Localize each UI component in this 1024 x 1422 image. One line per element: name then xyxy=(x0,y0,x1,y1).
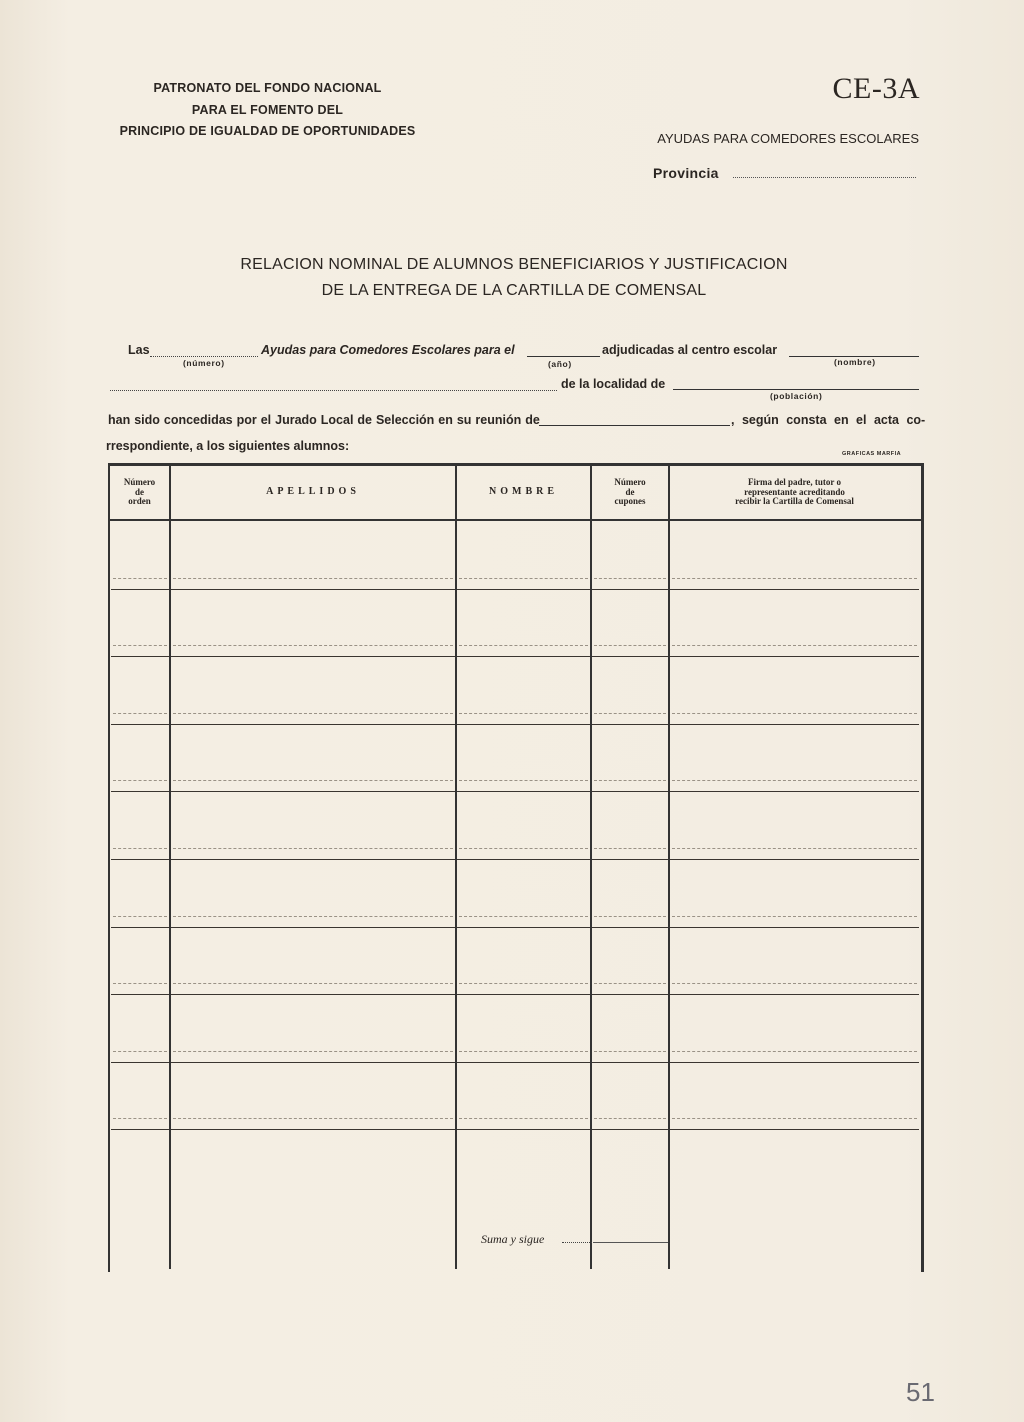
table-row-line xyxy=(111,1129,169,1130)
table-row-line xyxy=(171,1129,455,1130)
table-row-guide xyxy=(672,780,917,781)
table-row-guide xyxy=(672,1051,917,1052)
table-row-guide xyxy=(459,916,588,917)
title-line-2: DE LA ENTREGA DE LA CARTILLA DE COMENSAL xyxy=(321,282,707,299)
col-divider-2 xyxy=(455,463,457,1269)
table-row-line xyxy=(670,589,919,590)
table-row-line xyxy=(457,724,590,725)
org-line-1: PATRONATO DEL FONDO NACIONAL xyxy=(153,81,382,95)
table-row-guide xyxy=(113,1051,167,1052)
col-header-apellidos: APELLIDOS xyxy=(266,486,360,497)
table-row-line xyxy=(457,589,590,590)
table-row-line xyxy=(457,859,590,860)
poblacion-hint: (población) xyxy=(770,391,823,401)
table-row-line xyxy=(670,859,919,860)
localidad-prefix-field[interactable] xyxy=(110,390,557,391)
table-row-guide xyxy=(594,713,666,714)
nombre-hint: (nombre) xyxy=(834,357,876,367)
table-row-line xyxy=(171,927,455,928)
table-row-guide xyxy=(672,713,917,714)
form-subtitle: AYUDAS PARA COMEDORES ESCOLARES xyxy=(657,131,919,146)
table-row-guide xyxy=(672,645,917,646)
document-title xyxy=(140,252,888,304)
adjudicadas-text: adjudicadas al centro escolar xyxy=(602,343,778,357)
table-row-guide xyxy=(594,848,666,849)
table-row-line xyxy=(111,1062,169,1063)
ayudas-text: Ayudas para Comedores Escolares para el xyxy=(261,343,515,357)
table-row-line xyxy=(670,1062,919,1063)
table-row-guide xyxy=(113,983,167,984)
rrespondiente-text: rrespondiente, a los siguientes alumnos: xyxy=(106,439,350,453)
col-header-firma-line1: Firma del padre, tutor o xyxy=(748,477,841,487)
table-row-line xyxy=(457,1062,590,1063)
table-row-line xyxy=(111,589,169,590)
table-row-line xyxy=(111,724,169,725)
poblacion-field[interactable] xyxy=(673,389,919,390)
table-row-guide xyxy=(594,1118,666,1119)
table-row-line xyxy=(670,791,919,792)
col-header-firma xyxy=(670,478,919,507)
col-header-nombre: NOMBRE xyxy=(489,486,558,497)
table-row-line xyxy=(171,859,455,860)
printer-mark: GRAFICAS MARFIA xyxy=(842,451,902,457)
table-row-line xyxy=(171,994,455,995)
table-row-line xyxy=(111,859,169,860)
table-row-guide xyxy=(113,1118,167,1119)
org-line-3: PRINCIPIO DE IGUALDAD DE OPORTUNIDADES xyxy=(119,124,416,138)
table-row-guide xyxy=(173,848,453,849)
col-header-firma-line2: representante acreditando xyxy=(744,486,845,497)
table-row-line xyxy=(171,589,455,590)
table-row-line xyxy=(592,994,668,995)
table-row-guide xyxy=(594,1051,666,1052)
provincia-label: Provincia xyxy=(653,165,719,181)
table-row-guide xyxy=(672,1118,917,1119)
table-row-line xyxy=(592,589,668,590)
table-row-guide xyxy=(173,780,453,781)
table-row-guide xyxy=(594,780,666,781)
table-row-guide xyxy=(459,780,588,781)
col-divider-4 xyxy=(668,463,670,1269)
suma-y-sigue-field[interactable] xyxy=(593,1242,668,1243)
table-row-line xyxy=(111,927,169,928)
table-row-guide xyxy=(459,578,588,579)
localidad-label: de la localidad de xyxy=(561,377,666,391)
col-header-numero-orden-line3: orden xyxy=(128,496,151,506)
table-row-line xyxy=(111,656,169,657)
table-row-guide xyxy=(459,1118,588,1119)
table-row-line xyxy=(592,1129,668,1130)
table-row-guide xyxy=(173,578,453,579)
col-header-numero-orden-line2: de xyxy=(135,486,144,497)
table-row-line xyxy=(592,859,668,860)
table-row-guide xyxy=(672,983,917,984)
col-header-cupones-line2: de xyxy=(625,486,635,497)
table-row-guide xyxy=(113,578,167,579)
col-divider-3 xyxy=(590,463,592,1269)
table-row-guide xyxy=(173,983,453,984)
table-row-guide xyxy=(113,780,167,781)
table-row-line xyxy=(592,791,668,792)
table-row-guide xyxy=(113,848,167,849)
table-row-guide xyxy=(173,916,453,917)
table-row-guide xyxy=(173,645,453,646)
table-row-guide xyxy=(173,1118,453,1119)
col-header-numero-orden-line1: Número xyxy=(123,477,156,487)
table-row-line xyxy=(457,927,590,928)
table-row-guide xyxy=(113,713,167,714)
ano-hint: (año) xyxy=(548,359,572,369)
col-header-numero-cupones xyxy=(592,478,668,507)
table-row-line xyxy=(171,656,455,657)
table-row-guide xyxy=(113,916,167,917)
concedidas-text: han sido concedidas por el Jurado Local de Selección en su reunión de xyxy=(108,413,540,427)
table-row-line xyxy=(592,1062,668,1063)
table-row-guide xyxy=(594,645,666,646)
table-row-guide xyxy=(672,916,917,917)
table-row-line xyxy=(457,994,590,995)
table-row-line xyxy=(670,927,919,928)
organization-name xyxy=(95,78,440,143)
suma-y-sigue-label: Suma y sigue xyxy=(481,1232,545,1246)
table-row-guide xyxy=(672,848,917,849)
table-row-line xyxy=(171,1062,455,1063)
las-label: Las xyxy=(128,343,150,357)
table-row-line xyxy=(171,791,455,792)
table-row-guide xyxy=(594,916,666,917)
table-row-guide xyxy=(459,983,588,984)
table-row-guide xyxy=(459,848,588,849)
table-row-line xyxy=(670,656,919,657)
table-row-line xyxy=(592,724,668,725)
org-line-2: PARA EL FOMENTO DEL xyxy=(191,102,344,117)
students-table xyxy=(108,463,924,1272)
table-row-line xyxy=(111,791,169,792)
table-row-guide xyxy=(113,645,167,646)
header-divider xyxy=(108,519,921,521)
col-divider-1 xyxy=(169,463,171,1269)
table-row-line xyxy=(670,1129,919,1130)
table-row-guide xyxy=(459,1051,588,1052)
page-number: 51 xyxy=(906,1377,935,1407)
reunion-date-field[interactable] xyxy=(539,425,730,426)
col-header-numero-orden xyxy=(110,478,169,507)
table-row-line xyxy=(457,791,590,792)
table-row-line xyxy=(171,724,455,725)
col-header-cupones-line1: Número xyxy=(614,477,646,487)
table-row-guide xyxy=(594,983,666,984)
table-row-guide xyxy=(173,713,453,714)
table-row-line xyxy=(592,656,668,657)
table-row-line xyxy=(111,994,169,995)
numero-hint: (número) xyxy=(183,358,225,368)
table-row-guide xyxy=(672,578,917,579)
segun-text: , según consta en el acta co- xyxy=(731,413,926,427)
suma-y-sigue-dots xyxy=(562,1242,592,1243)
col-header-firma-line3: recibir la Cartilla de Comensal xyxy=(735,496,854,506)
table-row-guide xyxy=(594,578,666,579)
title-line-1: RELACION NOMINAL DE ALUMNOS BENEFICIARIOS Y JUSTIFICACION xyxy=(240,256,788,273)
form-code: CE-3A xyxy=(832,72,920,105)
col-header-cupones-line3: cupones xyxy=(614,496,646,506)
table-row-guide xyxy=(459,713,588,714)
table-row-line xyxy=(670,724,919,725)
table-row-line xyxy=(457,656,590,657)
ano-field[interactable] xyxy=(527,356,600,357)
table-row-line xyxy=(670,994,919,995)
provincia-field[interactable] xyxy=(733,177,916,178)
table-row-guide xyxy=(173,1051,453,1052)
table-row-line xyxy=(592,927,668,928)
numero-field[interactable] xyxy=(150,356,258,357)
table-row-guide xyxy=(459,645,588,646)
table-row-line xyxy=(457,1129,590,1130)
